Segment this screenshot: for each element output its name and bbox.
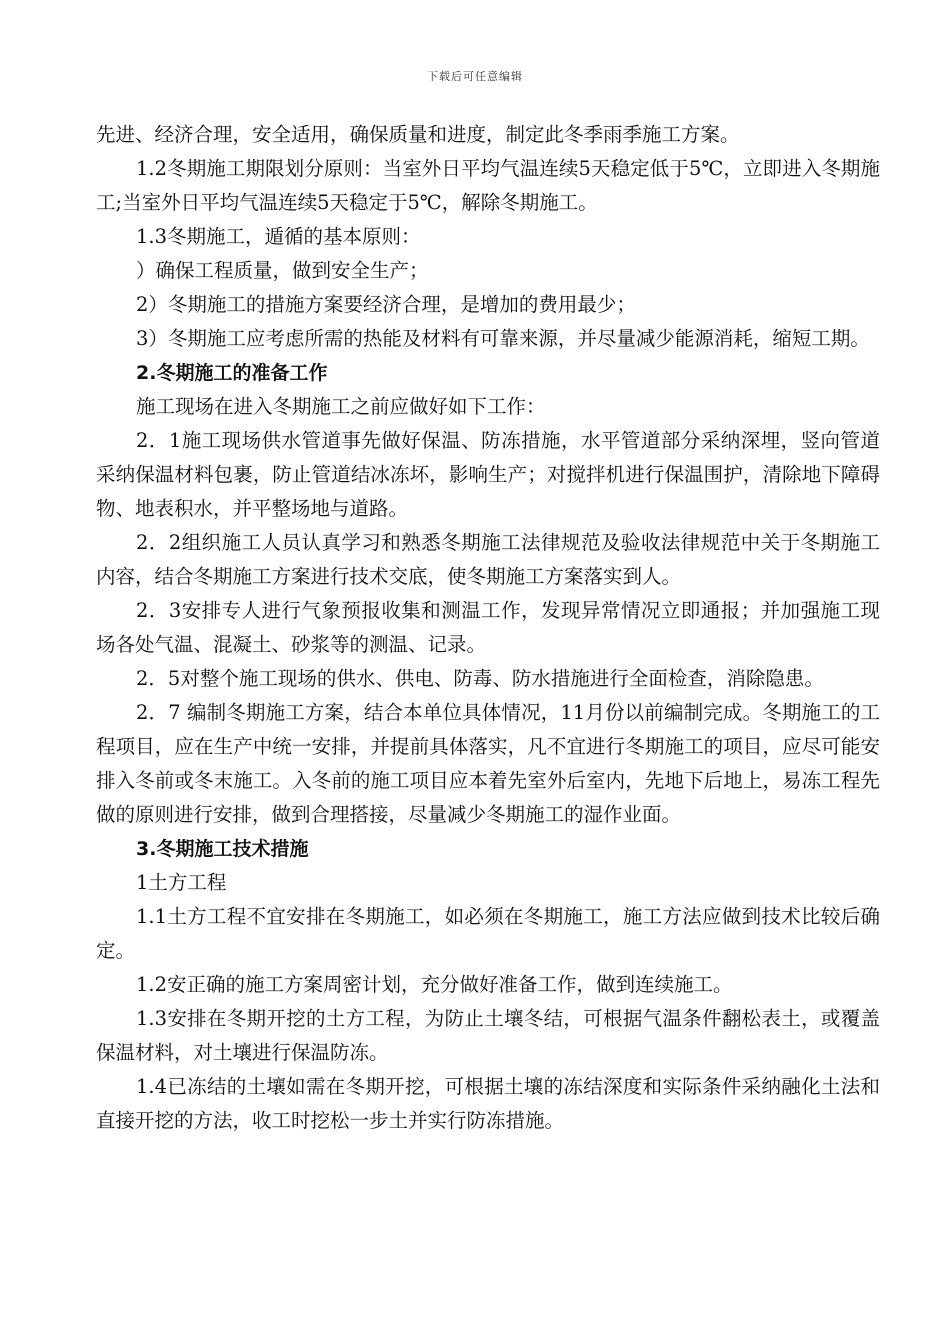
paragraph-2-intro: 施工现场在进入冬期施工之前应做好如下工作： [136,395,546,418]
paragraph-intro: 先进、经济合理，安全适用，确保质量和进度，制定此冬季雨季施工方案。 [96,123,740,146]
paragraph-2-3: 2．3安排专人进行气象预报收集和测温工作，发现异常情况立即通报；并加强施工现场各处气温、混凝土、砂浆等的测温、记录。 [96,599,880,656]
paragraph-3-1-3: 1.3安排在冬期开挖的土方工程，为防止土壤冬结，可根据气温条件翻松表土，或覆盖保温材料，对土壤进行保温防冻。 [96,1007,880,1064]
paragraph-2-2: 2．2组织施工人员认真学习和熟悉冬期施工法律规范及验收法律规范中关于冬期施工内容，结合冬期施工方案进行技术交底，使冬期施工方案落实到人。 [96,531,880,588]
paragraph-3-1-1: 1.1土方工程不宜安排在冬期施工，如必须在冬期施工，施工方法应做到技术比较后确定。 [96,905,880,962]
list-item-2: 2）冬期施工的措施方案要经济合理，是增加的费用最少； [136,293,636,316]
document-body [96,118,880,1138]
list-item-1: ）确保工程质量，做到安全生产； [136,259,429,282]
paragraph-2-7: 2．7 编制冬期施工方案，结合本单位具体情况，11月份以前编制完成。冬期施工的工程项目，应在生产中统一安排，并提前具体落实，凡不宜进行冬期施工的项目，应尽可能安排入冬前或冬末施工。入冬前的施工项目应本着先室外后室内，先地下后地上，易冻工程先做的原则进行安排，做到合理搭接，尽量减少冬期施工的湿作业面。 [96,701,880,826]
paragraph-3-1-4: 1.4已冻结的土壤如需在冬期开挖，可根据土壤的冻结深度和实际条件采纳融化土法和直接开挖的方法，收工时挖松一步土并实行防冻措施。 [96,1075,880,1132]
paragraph-2-1: 2．1施工现场供水管道事先做好保温、防冻措施，水平管道部分采纳深埋，竖向管道采纳保温材料包裹，防止管道结冰冻坏，影响生产；对搅拌机进行保温围护，清除地下障碍物、地表积水，并平整场地与道路。 [96,429,880,520]
paragraph-1-2: 1.2冬期施工期限划分原则：当室外日平均气温连续5天稳定低于5℃，立即进入冬期施工;当室外日平均气温连续5天稳定于5℃，解除冬期施工。 [96,157,880,214]
section-heading-3: 3.冬期施工技术措施 [136,838,309,860]
paragraph-2-5: 2．5对整个施工现场的供水、供电、防毒、防水措施进行全面检查，消除隐患。 [136,667,824,690]
paragraph-1-3: 1.3冬期施工，遁循的基本原则： [136,225,421,248]
paragraph-3-1-2: 1.2安正确的施工方案周密计划，充分做好准备工作，做到连续施工。 [136,973,733,996]
page-header: 下载后可任意编辑 [427,70,523,83]
list-item-3: 3）冬期施工应考虑所需的热能及材料有可靠来源，并尽量减少能源消耗，缩短工期。 [136,327,870,350]
section-heading-2: 2.冬期施工的准备工作 [136,362,328,384]
subsection-heading-earthwork: 1土方工程 [136,871,227,894]
